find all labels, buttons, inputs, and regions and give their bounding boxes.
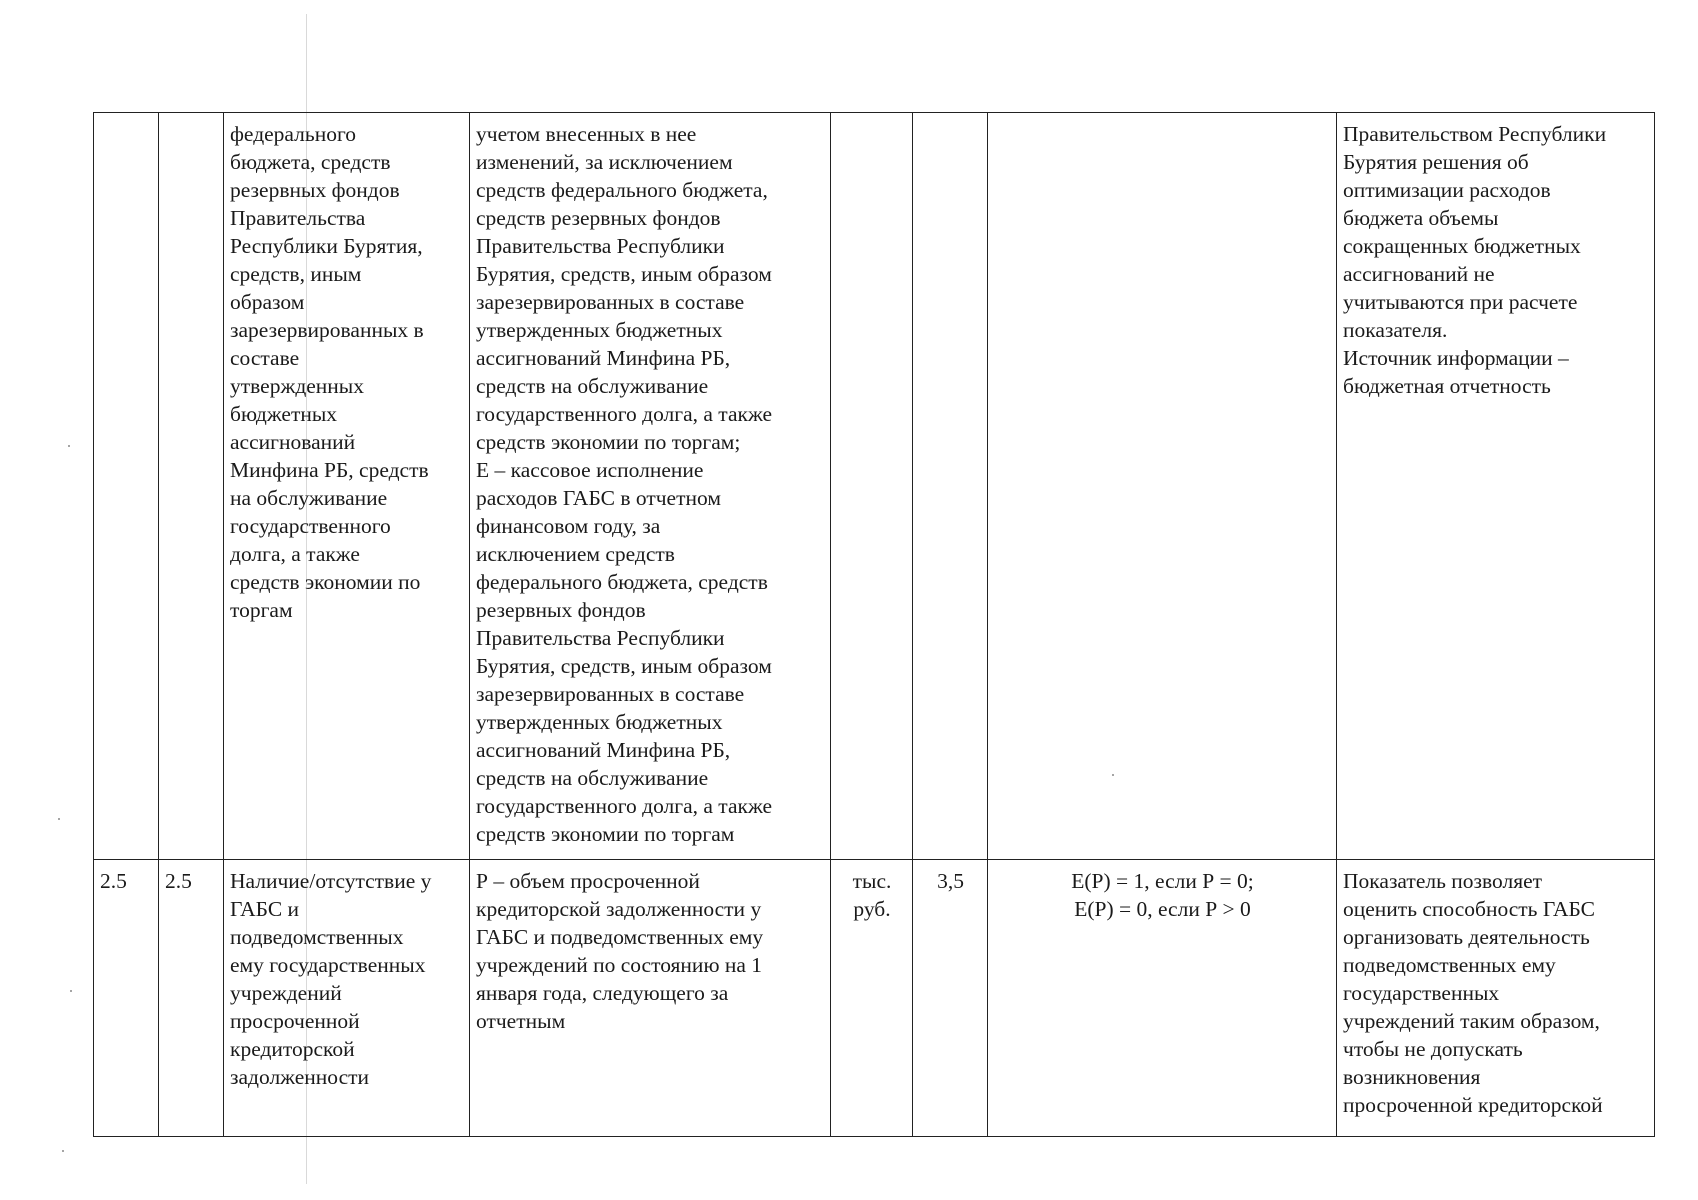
- cell-code: [159, 113, 224, 860]
- table-row: [94, 860, 1655, 1137]
- table-row: [94, 113, 1655, 860]
- scan-speck: [68, 445, 70, 447]
- cell-comment: Правительством Республики Бурятия решения об оптимизации расходов бюджета объемы сокращенных бюджетных ассигнований не учитываются при расчете показателя. Источник информации – бюджетная отчетность: [1337, 113, 1655, 860]
- cell-formula-description: Р – объем просроченной кредиторской задолженности у ГАБС и подведомственных ему учреждений по состоянию на 1 января года, следующего за отчетным: [470, 860, 831, 1137]
- cell-number: [94, 113, 159, 860]
- scan-speck: [58, 818, 60, 820]
- cell-indicator-name: федерального бюджета, средств резервных фондов Правительства Республики Бурятия, средств, иным образом зарезервированных в составе утвержденных бюджетных ассигнований Минфина РБ, средств на обслуживание государственного долга, а также средств экономии по торгам: [224, 113, 470, 860]
- scan-speck: [62, 1150, 64, 1152]
- cell-weight: 3,5: [913, 860, 988, 1137]
- cell-evaluation: Е(Р) = 1, если Р = 0; Е(Р) = 0, если Р > 0: [988, 860, 1337, 1137]
- scan-speck: [70, 990, 72, 992]
- cell-unit: тыс. руб.: [831, 860, 913, 1137]
- cell-number: 2.5: [94, 860, 159, 1137]
- indicator-table: [93, 112, 1655, 1137]
- cell-formula-description: учетом внесенных в нее изменений, за исключением средств федерального бюджета, средств резервных фондов Правительства Республики Бурятия, средств, иным образом зарезервированных в составе утвержденных бюджетных ассигнований Минфина РБ, средств на обслуживание государственного долга, а также средств экономии по торгам; Е – кассовое исполнение расходов ГАБС в отчетном финансовом году, за исключением средств федерального бюджета, средств резервных фондов Правительства Республики Бурятия, средств, иным образом зарезервированных в составе утвержденных бюджетных ассигнований Минфина РБ, средств на обслуживание государственного долга, а также средств экономии по торгам: [470, 113, 831, 860]
- cell-code: 2.5: [159, 860, 224, 1137]
- cell-evaluation: [988, 113, 1337, 860]
- cell-comment: Показатель позволяет оценить способность ГАБС организовать деятельность подведомственных ему государственных учреждений таким образом, чтобы не допускать возникновения просроченной кредиторской: [1337, 860, 1655, 1137]
- cell-weight: [913, 113, 988, 860]
- cell-indicator-name: Наличие/отсутствие у ГАБС и подведомственных ему государственных учреждений просроченной кредиторской задолженности: [224, 860, 470, 1137]
- cell-unit: [831, 113, 913, 860]
